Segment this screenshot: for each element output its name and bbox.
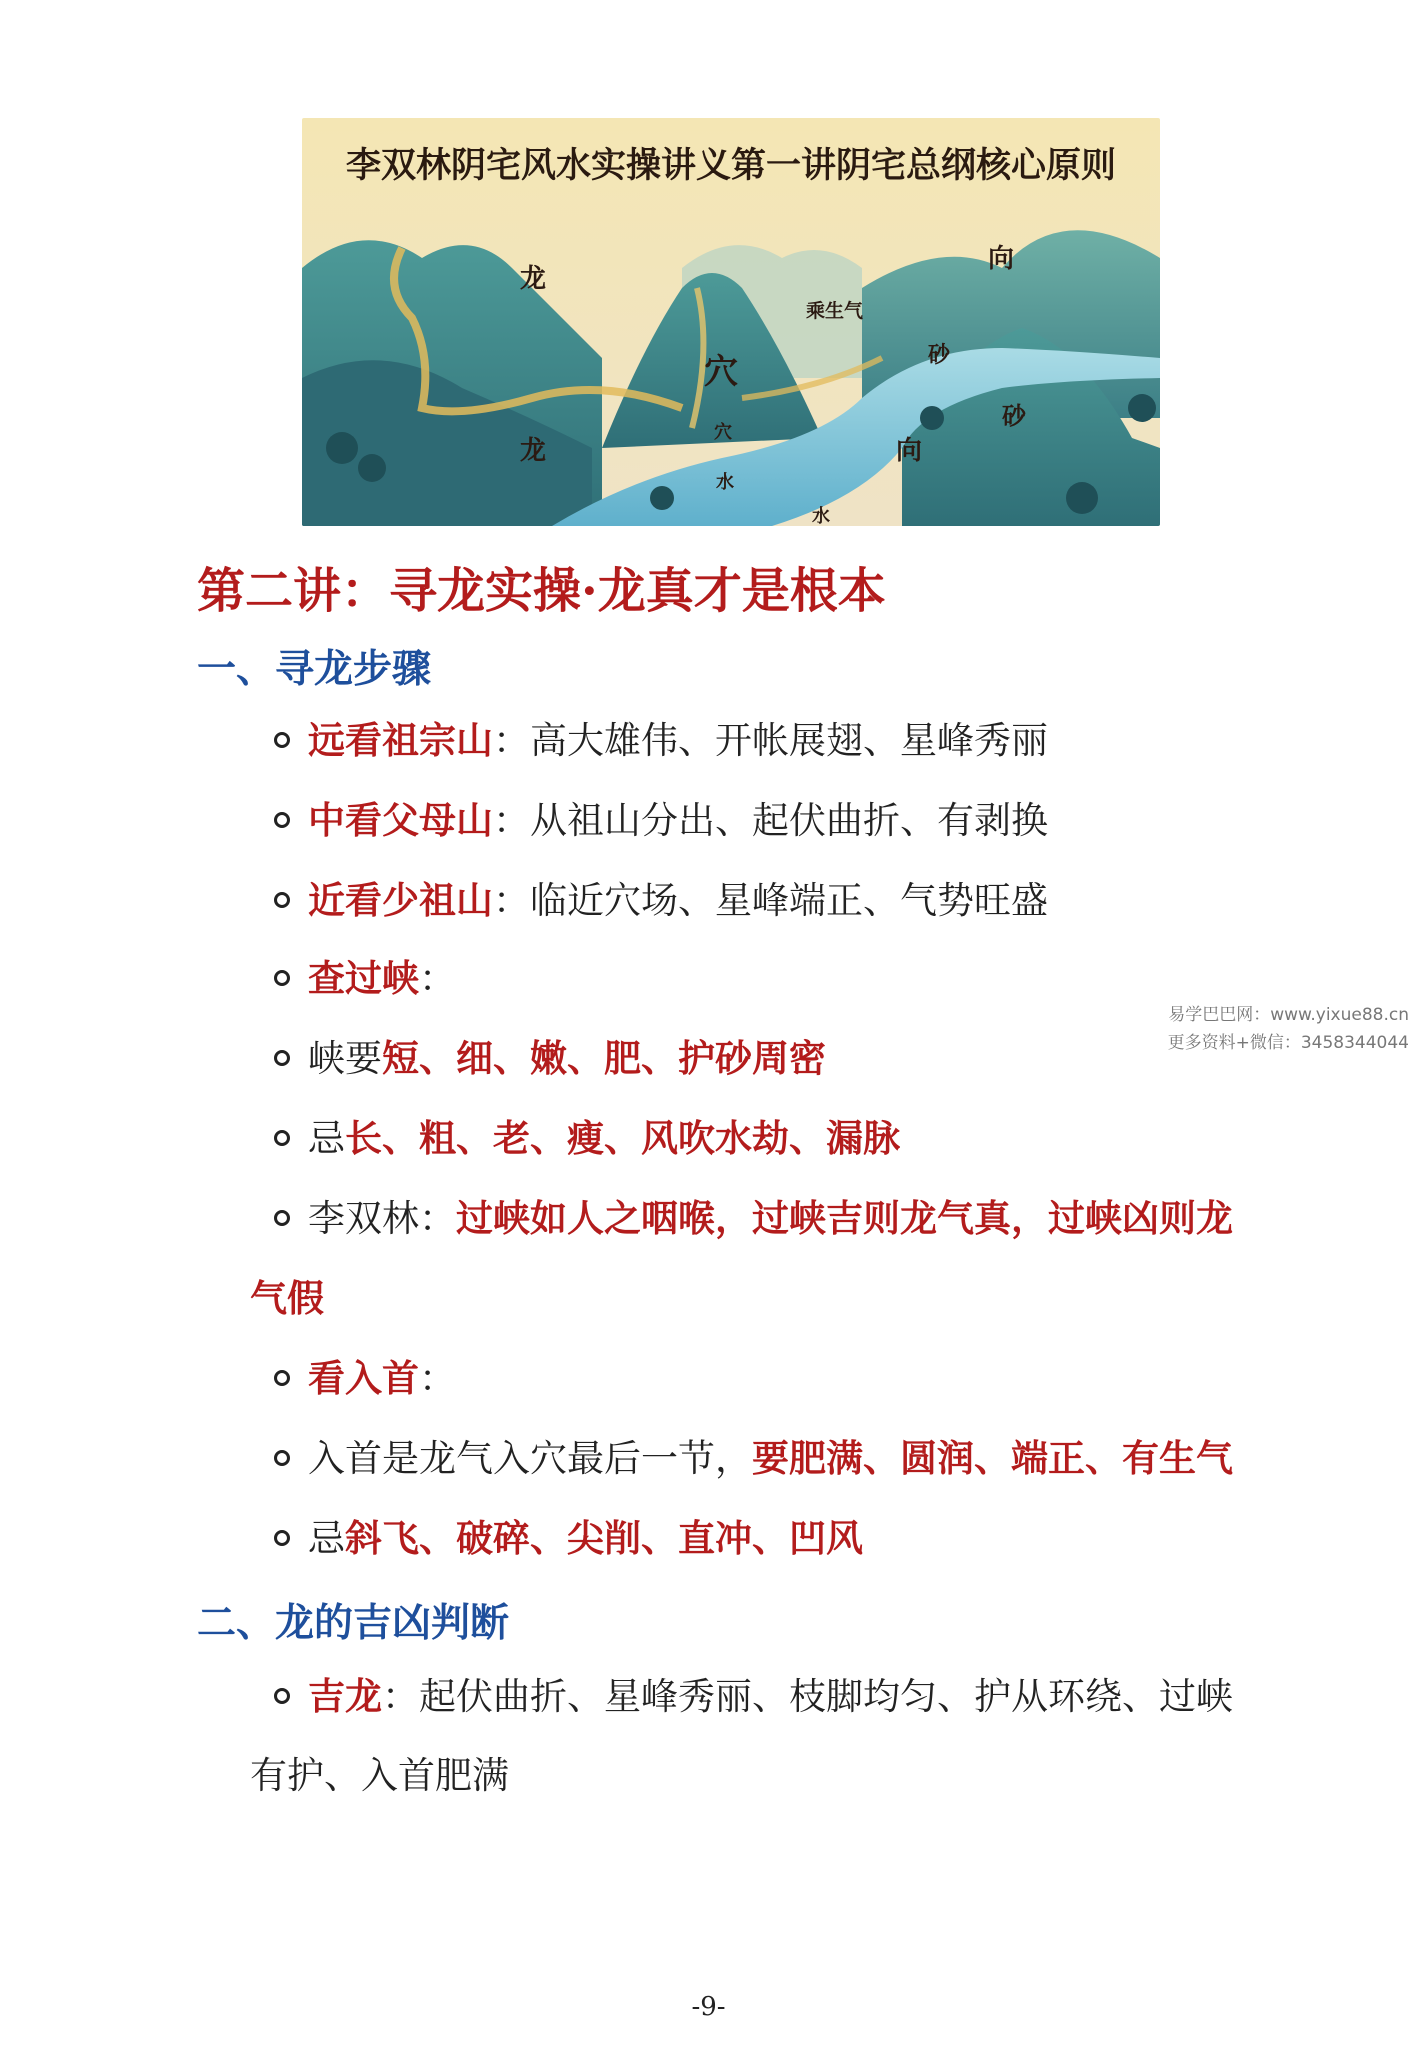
list-item: 看入首： [274, 1354, 456, 1403]
bullet-icon [274, 1370, 290, 1386]
lecture-heading: 第二讲：寻龙实操·龙真才是根本 [197, 563, 886, 619]
list-item: 吉龙：起伏曲折、星峰秀丽、枝脚均匀、护从环绕、过峡 [274, 1672, 1233, 1721]
bullet-icon [274, 1688, 290, 1704]
section-title-1: 一、寻龙步骤 [197, 646, 432, 692]
label-xiang-top: 向 [988, 244, 1015, 274]
bullet-icon [274, 1450, 290, 1466]
banner-title: 李双林阴宅风水实操讲义第一讲阴宅总纲核心原则 [345, 146, 1116, 186]
bullet-icon [274, 892, 290, 908]
watermark-line-2: 更多资料+微信：3458344044 [1167, 1033, 1409, 1053]
section-title-2: 二、龙的吉凶判断 [197, 1600, 510, 1646]
list-item: 入首是龙气入穴最后一节，要肥满、圆润、端正、有生气 [274, 1434, 1233, 1483]
label-long-bottom: 龙 [520, 436, 547, 466]
bullet-icon [274, 812, 290, 828]
label-long-top: 龙 [520, 264, 547, 294]
list-item: 远看祖宗山：高大雄伟、开帐展翅、星峰秀丽 [274, 716, 1048, 765]
bullet-icon [274, 1130, 290, 1146]
label-xue-big: 穴 [704, 352, 738, 392]
list-item: 忌斜飞、破碎、尖削、直冲、凹风 [274, 1514, 863, 1563]
label-xue-small: 穴 [714, 422, 732, 443]
bullet-icon [274, 970, 290, 986]
list-item: 中看父母山：从祖山分出、起伏曲折、有剥换 [274, 796, 1048, 845]
label-shui-2: 水 [812, 506, 830, 526]
label-sha-top: 砂 [928, 342, 951, 368]
label-xiang-bottom: 向 [896, 436, 923, 466]
page-number: -9- [691, 1992, 726, 2022]
bullet-icon [274, 732, 290, 748]
bullet-icon [274, 1530, 290, 1546]
list-item-continuation: 气假 [250, 1276, 324, 1320]
list-item-continuation: 有护、入首肥满 [250, 1754, 509, 1797]
banner-illustration [302, 118, 1160, 526]
watermark-line-1: 易学巴巴网：www.yixue88.cn [1168, 1005, 1409, 1025]
list-item: 峡要短、细、嫩、肥、护砂周密 [274, 1034, 826, 1083]
list-item: 查过峡： [274, 954, 456, 1003]
list-item: 忌长、粗、老、瘦、风吹水劫、漏脉 [274, 1114, 900, 1163]
bullet-icon [274, 1050, 290, 1066]
label-chengshengqi: 乘生气 [806, 300, 864, 322]
bullet-icon [274, 1210, 290, 1226]
list-item: 李双林：过峡如人之咽喉，过峡吉则龙气真，过峡凶则龙 [274, 1194, 1233, 1243]
label-sha-bottom: 砂 [1002, 401, 1026, 430]
list-item: 近看少祖山：临近穴场、星峰端正、气势旺盛 [274, 876, 1048, 925]
label-shui-1: 水 [716, 472, 734, 493]
